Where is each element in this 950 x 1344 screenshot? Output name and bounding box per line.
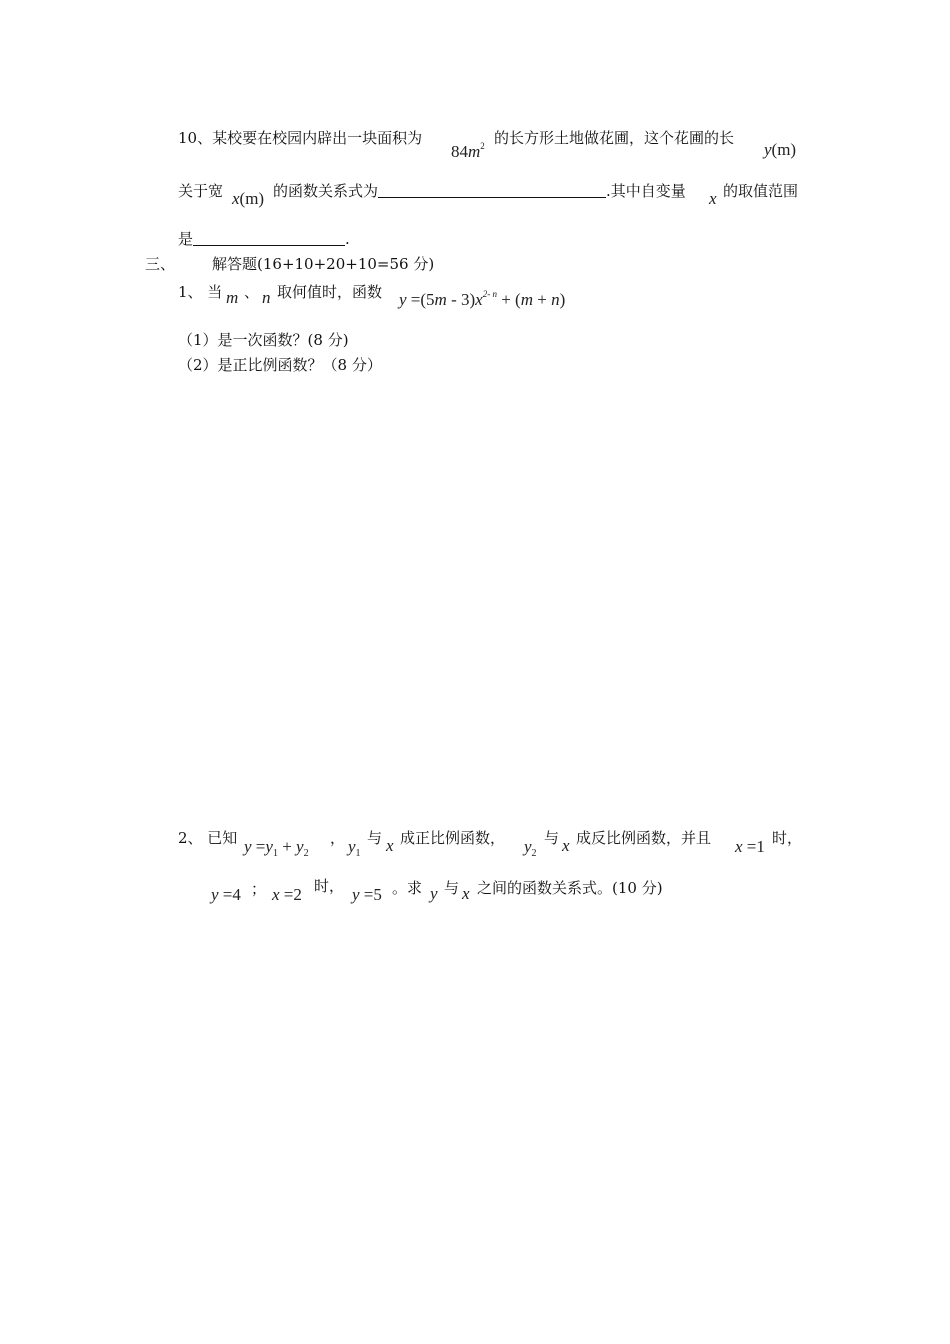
q10-answer-blank-1[interactable] (378, 183, 606, 198)
p1-var-n: n (262, 288, 271, 307)
q10-answer-blank-2[interactable] (193, 231, 345, 246)
p1-f-n: n (551, 290, 560, 309)
section-title: 解答题(16+10+20+10=56 分) (212, 255, 435, 273)
q10-text-6: 的取值范围 (723, 182, 799, 200)
p2-x3: x (462, 884, 470, 903)
p2-comma: ， (330, 829, 346, 847)
p2-condition-1 (735, 837, 765, 857)
q10-length-unit: (m) (771, 140, 797, 159)
p2-y1-term (348, 837, 361, 859)
p2-x1: x (386, 836, 394, 855)
q10-length-expression (764, 140, 796, 160)
p1-f-plus2: + (532, 290, 552, 309)
p2-r2-y2: y (352, 885, 360, 904)
p1-f-plus: + ( (496, 290, 521, 309)
p2-inverse-proportion: 成反比例函数，并且 (576, 829, 712, 847)
p2-x2: x (562, 836, 570, 855)
p2-semicolon: ； (251, 880, 267, 898)
p1-f-eq: =(5 (406, 290, 435, 309)
p2-r2-eq2: =2 (279, 885, 302, 904)
q10-width-unit: (m) (239, 189, 265, 208)
p2-r2-eq4: =4 (218, 885, 241, 904)
p1-f-m: m (434, 290, 447, 309)
p2-y1b: y (348, 837, 356, 856)
p2-y1b-sub: 1 (355, 848, 361, 859)
q10-text-4-label: 的函数关系式为 (273, 182, 379, 200)
p2-text-1: 2、 已知 (178, 829, 238, 847)
p2-period: 。求 (392, 879, 423, 897)
p1-f-x: x (475, 290, 483, 309)
q10-var-x: x (709, 189, 717, 208)
p2-condition-2 (272, 885, 302, 905)
p2-y3: y (430, 884, 438, 903)
q10-area-exponent: 2 (480, 141, 485, 151)
p2-with-1: 与 (367, 829, 383, 847)
p1-function-expression (399, 289, 565, 310)
q10-text-3: 关于宽 (178, 182, 224, 200)
p2-y2: y (296, 837, 304, 856)
p2-y1: y (265, 837, 273, 856)
p2-direct-proportion: 成正比例函数， (400, 829, 506, 847)
p1-text-1: 1、 当 (178, 283, 223, 301)
q10-text-7 (178, 228, 350, 249)
p1-f-minus3: - 3) (446, 290, 476, 309)
q10-text-7-label: 是 (178, 230, 194, 248)
p2-r2-y: y (211, 885, 219, 904)
p2-y2b: y (524, 837, 532, 856)
q10-area-unit: m (468, 142, 481, 161)
q10-length-var: y (764, 140, 772, 159)
p2-eq: = (251, 837, 266, 856)
p2-value-y5 (352, 885, 382, 905)
q10-text-5: .其中自变量 (606, 182, 686, 200)
q10-area-number: 84 (451, 142, 468, 161)
p2-cond1-eq: =1 (742, 837, 765, 856)
q10-text-8: . (345, 230, 350, 248)
p1-subquestion-1: （1）是一次函数？(8 分) (178, 331, 349, 349)
p2-tail: 之间的函数关系式。(10 分) (477, 879, 663, 897)
q10-area-expression (451, 141, 485, 162)
p2-y2-sub: 2 (303, 848, 309, 859)
p1-f-exponent: 2- n (482, 289, 497, 299)
p1-f-close: ) (559, 290, 566, 309)
section-number: 三、 (145, 255, 176, 273)
p2-y2-term (524, 837, 537, 859)
p2-r2-eq5: =5 (359, 885, 382, 904)
q10-width-expression (232, 189, 264, 209)
p2-r2-x: x (272, 885, 280, 904)
p2-with-2: 与 (544, 829, 560, 847)
p2-value-y4 (211, 885, 241, 905)
p2-with-3: 与 (444, 879, 460, 897)
p1-subquestion-2: （2）是正比例函数？（8 分） (178, 356, 382, 374)
p1-separator: 、 (244, 283, 260, 301)
p2-plus: + (277, 837, 297, 856)
p2-sum-expression (244, 837, 309, 859)
p1-f-y: y (399, 290, 407, 309)
p1-text-2: 取何值时，函数 (277, 283, 383, 301)
p1-f-m2: m (520, 290, 533, 309)
p2-when-2: 时， (314, 877, 345, 895)
q10-text-2: 的长方形土地做花圃，这个花圃的长 (494, 129, 735, 147)
p2-cond1-x: x (735, 837, 743, 856)
q10-text-1: 10、某校要在校园内辟出一块面积为 (178, 129, 423, 147)
p2-y2b-sub: 2 (531, 848, 537, 859)
p2-y: y (244, 837, 252, 856)
p2-when-1: 时， (772, 829, 803, 847)
p2-y1-sub: 1 (272, 848, 278, 859)
q10-width-var: x (232, 189, 240, 208)
q10-text-4 (273, 180, 686, 201)
p1-var-m: m (226, 288, 239, 307)
